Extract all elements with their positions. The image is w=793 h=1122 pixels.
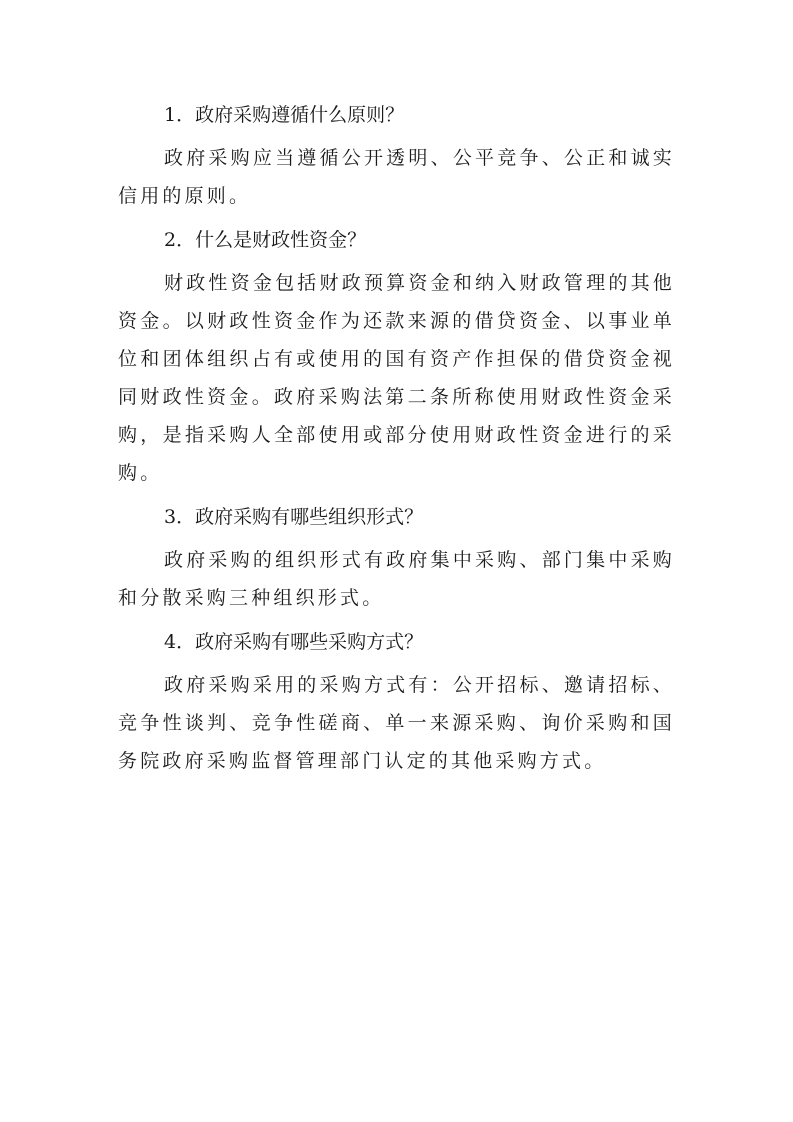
- answer-paragraph-1: 政府采购应当遵循公开透明、公平竞争、公正和诚实信用的原则。: [118, 147, 675, 207]
- question-heading-4: 4．政府采购有哪些采购方式？: [164, 631, 424, 653]
- answer-paragraph-4: 政府采购采用的采购方式有：公开招标、邀请招标、竞争性谈判、竞争性磋商、单一来源采购、询价采购和国务院政府采购监督管理部门认定的其他采购方式。: [118, 674, 675, 772]
- document-body: [118, 96, 675, 780]
- question-heading-3: 3．政府采购有哪些组织形式？: [164, 506, 424, 528]
- question-heading-2: 2．什么是财政性资金？: [164, 229, 367, 251]
- question-heading-1: 1．政府采购遵循什么原则？: [164, 104, 405, 126]
- answer-paragraph-3: 政府采购的组织形式有政府集中采购、部门集中采购和分散采购三种组织形式。: [118, 549, 675, 609]
- answer-paragraph-2: 财政性资金包括财政预算资金和纳入财政管理的其他资金。以财政性资金作为还款来源的借贷资金、以事业单位和团体组织占有或使用的国有资产作担保的借贷资金视同财政性资金。政府采购法第二条所称使用财政性资金采购，是指采购人全部使用或部分使用财政性资金进行的采购。: [118, 272, 675, 484]
